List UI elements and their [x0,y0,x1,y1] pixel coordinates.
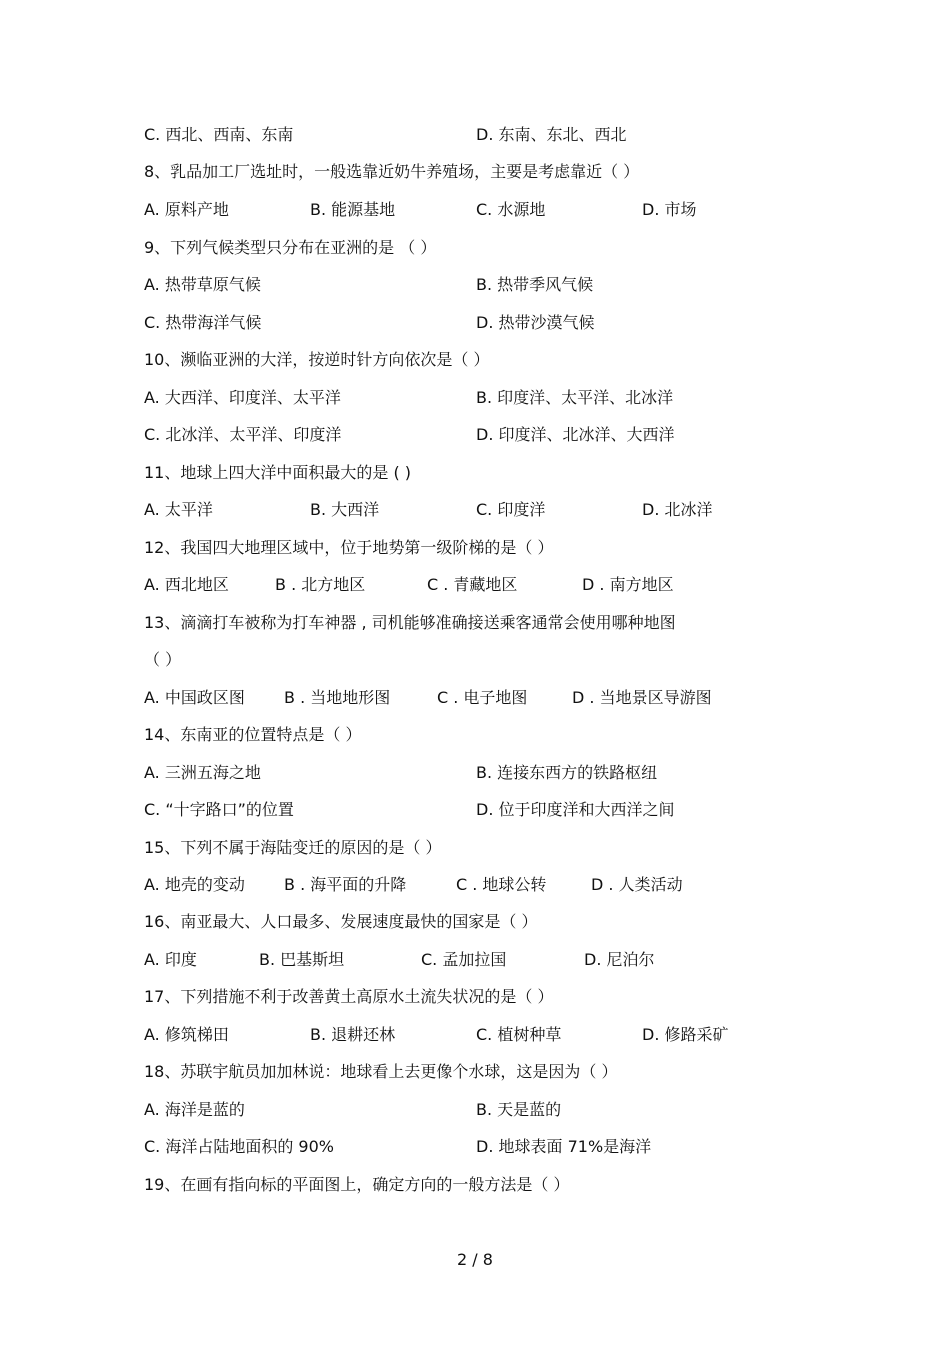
options-line [0,1023,950,1047]
option-text: B. 能源基地 [310,200,396,219]
option-text: C. 海洋占陆地面积的 90% [144,1137,334,1156]
page-number: 2 / 8 [457,1250,493,1269]
options-line [0,686,950,710]
question-text: 15、下列不属于海陆变迁的原因的是（ ） [144,838,442,857]
question-text: 16、南亚最大、人口最多、发展速度最快的国家是（ ） [144,912,538,931]
options-line [0,498,950,522]
question-text: （ ） [144,650,182,669]
option-text: B. 巴基斯坦 [259,950,345,969]
option-text: A. 海洋是蓝的 [144,1100,245,1119]
question-line [0,723,950,747]
option-text: D. 市场 [642,200,697,219]
option-text: C. “十字路口”的位置 [144,800,294,819]
options-line [0,1098,950,1122]
options-line [0,198,950,222]
question-text: 12、我国四大地理区域中，位于地势第一级阶梯的是（ ） [144,538,554,557]
options-line [0,273,950,297]
options-line [0,798,950,822]
option-text: D . 南方地区 [582,575,674,594]
question-text: 13、滴滴打车被称为打车神器 , 司机能够准确接送乘客通常会使用哪种地图 [144,613,676,632]
option-text: B . 海平面的升降 [284,875,407,894]
question-line [0,536,950,560]
option-text: B. 印度洋、太平洋、北冰洋 [476,388,674,407]
option-text: C. 西北、西南、东南 [144,125,294,144]
option-text: A. 地壳的变动 [144,875,245,894]
question-line [0,461,950,485]
options-line [0,573,950,597]
options-line [0,386,950,410]
option-text: A. 印度 [144,950,197,969]
option-text: C . 地球公转 [456,875,547,894]
option-text: D . 人类活动 [591,875,683,894]
option-text: B. 退耕还林 [310,1025,396,1044]
question-line [0,985,950,1009]
question-line [0,910,950,934]
option-text: A. 热带草原气候 [144,275,261,294]
question-line [0,1173,950,1197]
option-text: A. 太平洋 [144,500,213,519]
option-text: B. 热带季风气候 [476,275,594,294]
question-text: 9、下列气候类型只分布在亚洲的是 （ ） [144,238,437,257]
option-text: A. 中国政区图 [144,688,245,707]
options-line [0,123,950,147]
option-text: D. 热带沙漠气候 [476,313,595,332]
question-line [0,236,950,260]
option-text: D. 北冰洋 [642,500,713,519]
option-text: C. 植树种草 [476,1025,562,1044]
option-text: C. 热带海洋气候 [144,313,262,332]
option-text: D. 印度洋、北冰洋、大西洋 [476,425,675,444]
question-line [0,160,950,184]
options-line [0,311,950,335]
options-line [0,423,950,447]
options-line [0,873,950,897]
question-line [0,611,950,635]
question-text: 18、苏联宇航员加加林说：地球看上去更像个水球，这是因为（ ） [144,1062,618,1081]
option-text: D. 尼泊尔 [584,950,655,969]
option-text: D . 当地景区导游图 [572,688,712,707]
question-text: 17、下列措施不利于改善黄土高原水土流失状况的是（ ） [144,987,554,1006]
option-text: B. 天是蓝的 [476,1100,562,1119]
question-text: 11、地球上四大洋中面积最大的是 ( ) [144,463,412,482]
option-text: A. 修筑梯田 [144,1025,229,1044]
question-text: 14、东南亚的位置特点是（ ） [144,725,362,744]
option-text: C. 北冰洋、太平洋、印度洋 [144,425,342,444]
question-text: 10、濒临亚洲的大洋，按逆时针方向依次是（ ） [144,350,490,369]
option-text: C. 孟加拉国 [421,950,507,969]
options-line [0,1135,950,1159]
option-text: D. 修路采矿 [642,1025,729,1044]
option-text: C . 青藏地区 [427,575,518,594]
question-text: 19、在画有指向标的平面图上，确定方向的一般方法是（ ） [144,1175,570,1194]
options-line [0,761,950,785]
option-text: C. 印度洋 [476,500,546,519]
option-text: A. 西北地区 [144,575,229,594]
option-text: B . 北方地区 [275,575,366,594]
option-text: D. 地球表面 71%是海洋 [476,1137,652,1156]
options-line [0,948,950,972]
option-text: C . 电子地图 [437,688,528,707]
question-line [0,348,950,372]
option-text: D. 位于印度洋和大西洋之间 [476,800,675,819]
option-text: B. 连接东西方的铁路枢纽 [476,763,658,782]
option-text: B. 大西洋 [310,500,380,519]
option-text: A. 三洲五海之地 [144,763,261,782]
option-text: D. 东南、东北、西北 [476,125,627,144]
option-text: B . 当地地形图 [284,688,391,707]
option-text: A. 原料产地 [144,200,229,219]
option-text: C. 水源地 [476,200,546,219]
question-line [0,648,950,672]
question-line [0,1060,950,1084]
question-text: 8、乳品加工厂选址时，一般选靠近奶牛养殖场，主要是考虑靠近（ ） [144,162,640,181]
question-line [0,836,950,860]
option-text: A. 大西洋、印度洋、太平洋 [144,388,341,407]
